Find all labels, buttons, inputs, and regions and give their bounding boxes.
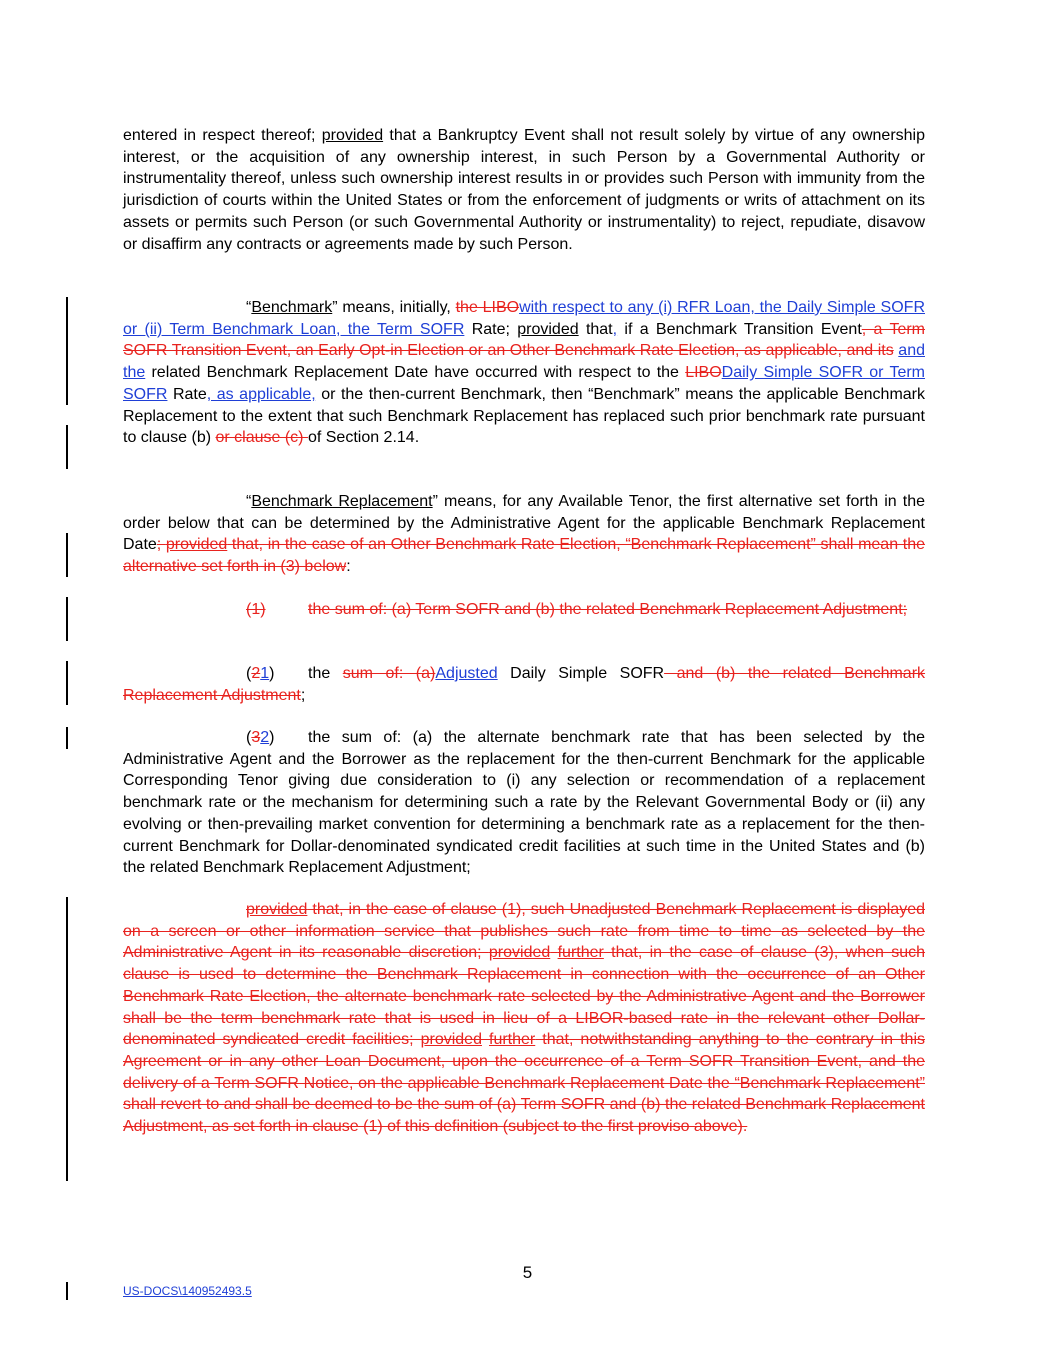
deletion: provided <box>420 1031 482 1049</box>
deletion: ; <box>156 536 166 554</box>
deletion: provided <box>488 944 551 962</box>
insertion: , <box>612 320 618 338</box>
deletion: provided <box>246 901 308 918</box>
paragraph-bankruptcy-continuation <box>123 125 925 255</box>
deletion: and (b) the related Benchmark Replacement Adjustment <box>123 665 926 704</box>
deletion: LIBO <box>685 364 722 382</box>
text: ” means, for any Available Tenor, the first alternative set forth in the order below that can be determined by the Administrative Agent for the applicable Benchmark Replacement Date <box>123 493 925 554</box>
change-bar <box>66 597 68 641</box>
text: Rate <box>167 385 207 403</box>
deletion: provided <box>165 536 228 554</box>
defined-term-benchmark-replacement: Benchmark Replacement <box>251 493 433 510</box>
deletion: further <box>489 1031 536 1049</box>
clause-number: (32) <box>246 729 275 746</box>
change-bar <box>66 1282 68 1300</box>
text: entered in respect thereof; <box>123 127 322 144</box>
change-bar <box>66 661 68 705</box>
change-bar <box>66 533 68 577</box>
change-bar <box>66 425 68 469</box>
clause-number: (1) <box>246 601 266 618</box>
text: ” means, initially, <box>332 299 456 316</box>
deletion: further <box>557 944 604 962</box>
provided-term: provided <box>517 320 579 338</box>
change-bar <box>66 727 68 749</box>
definition-benchmark <box>123 297 925 449</box>
text: related Benchmark Replacement Date have occurred with respect to the <box>145 364 686 382</box>
deletion: that, in the case of an Other Benchmark Rate Election, “Benchmark Replacement” shall mean the alternative set forth in (3) below <box>123 536 926 576</box>
clause-1-deleted <box>123 599 925 621</box>
deletion: , a Term SOFR Transition Event, an Early Opt-in Election or an Other Benchmark Rate Election, as applicable, and its <box>123 320 926 360</box>
proviso-deleted <box>123 899 925 1138</box>
insertion: and the <box>123 342 925 382</box>
text: : <box>346 558 351 576</box>
deletion: that, notwithstanding anything to the contrary in this Agreement or in any other Loan Document, upon the occurrence of a Term SOFR Transition Event, and the delivery of a Term SOFR Notice, on the applicable Benchmark Replacement Date the “Benchmark Replacement” shall revert to and shall be deemed to be the sum of (a) Term SOFR and (b) the related Benchmark Replacement Adjustment, as set forth in clause (1) of this definition (subject to the first proviso above). <box>123 1031 926 1136</box>
change-bar <box>66 897 68 1181</box>
text: Rate; <box>464 320 518 338</box>
deletion: the sum of: (a) Term SOFR and (b) the related Benchmark Replacement Adjustment; <box>308 601 908 618</box>
text: Daily Simple SOFR <box>497 665 665 682</box>
text: that <box>578 320 613 338</box>
clause-1-adjusted-daily-simple-sofr <box>123 663 925 706</box>
deletion <box>482 1031 489 1048</box>
defined-term-benchmark: Benchmark <box>251 299 333 316</box>
quote: “ <box>246 493 252 510</box>
text: the sum of: (a) the alternate benchmark rate that has been selected by the Administrative Agent and the Borrower as the replacement for the then-current Benchmark for the applicable Corresponding Tenor giving due consideration to (i) any selection or recommendation of a replacement benchmark rate or the mechanism for determining such a rate by the Relevant Governmental Body or (ii) any evolving or then-prevailing market convention for determining a benchmark rate as a replacement for the then-current Benchmark for Dollar-denominated syndicated credit facilities at such time in the United States and (b) the related Benchmark Replacement Adjustment; <box>123 729 925 877</box>
document-id: US-DOCS\140952493.5 <box>123 1284 252 1298</box>
text: the <box>308 665 343 682</box>
change-bar <box>66 297 68 405</box>
provided-term: provided <box>321 127 384 144</box>
clause-2-alternate-rate <box>123 727 925 879</box>
deletion: sum of: (a) <box>342 665 436 682</box>
deletion: that, in the case of clause (3), when such clause is used to determine the Benchmark Replacement in connection with the occurrence of an Other Benchmark Rate Election, the alternate benchmark rate selected by the Administrative Agent and the Borrower shall be the term benchmark rate that is used in lieu of a LIBOR-based rate in the relevant other Dollar-denominated syndicated credit facilities; <box>123 944 926 1049</box>
text: ; <box>300 686 306 704</box>
page-number: 5 <box>522 1263 533 1282</box>
deletion: or clause (c) <box>215 429 308 447</box>
deletion <box>550 944 557 961</box>
insertion: with respect to any (i) RFR Loan, the Daily Simple SOFR or (ii) Term Benchmark Loan, the Term SOFR <box>123 299 925 338</box>
deletion: that, in the case of clause (1), such Unadjusted Benchmark Replacement is displayed on a screen or other information service that publishes such rate from time to time as selected by the Administrative Agent in its reasonable discretion; <box>123 901 925 962</box>
definition-benchmark-replacement <box>123 491 925 578</box>
quote: “ <box>246 299 252 316</box>
insertion: Adjusted <box>435 665 498 682</box>
text: if a Benchmark Transition Event <box>617 320 862 338</box>
text: of Section 2.14. <box>307 429 420 447</box>
text: or the then-current Benchmark, then “Benchmark” means the applicable Benchmark Replacement to the extent that such Benchmark Replacement has replaced such prior benchmark rate pursuant to clause (b) <box>123 385 926 447</box>
insertion: Daily Simple SOFR or Term SOFR <box>123 364 926 403</box>
clause-number: (21) <box>246 665 275 682</box>
deletion: the LIBO <box>455 299 520 316</box>
insertion: , as applicable, <box>206 385 316 403</box>
text: that a Bankruptcy Event shall not result solely by virtue of any ownership interest, or the acquisition of any ownership interest, in such Person by a Governmental Authority or instrumentality thereof, unless such ownership interest results in or provides such Person with immunity from the jurisdiction of courts within the United States or from the enforcement of judgments or writs of attachment on its assets or permits such Person (or such Governmental Authority or instrumentality) to reject, repudiate, disavow or disaffirm any contracts or agreements made by such Person. <box>123 127 925 253</box>
